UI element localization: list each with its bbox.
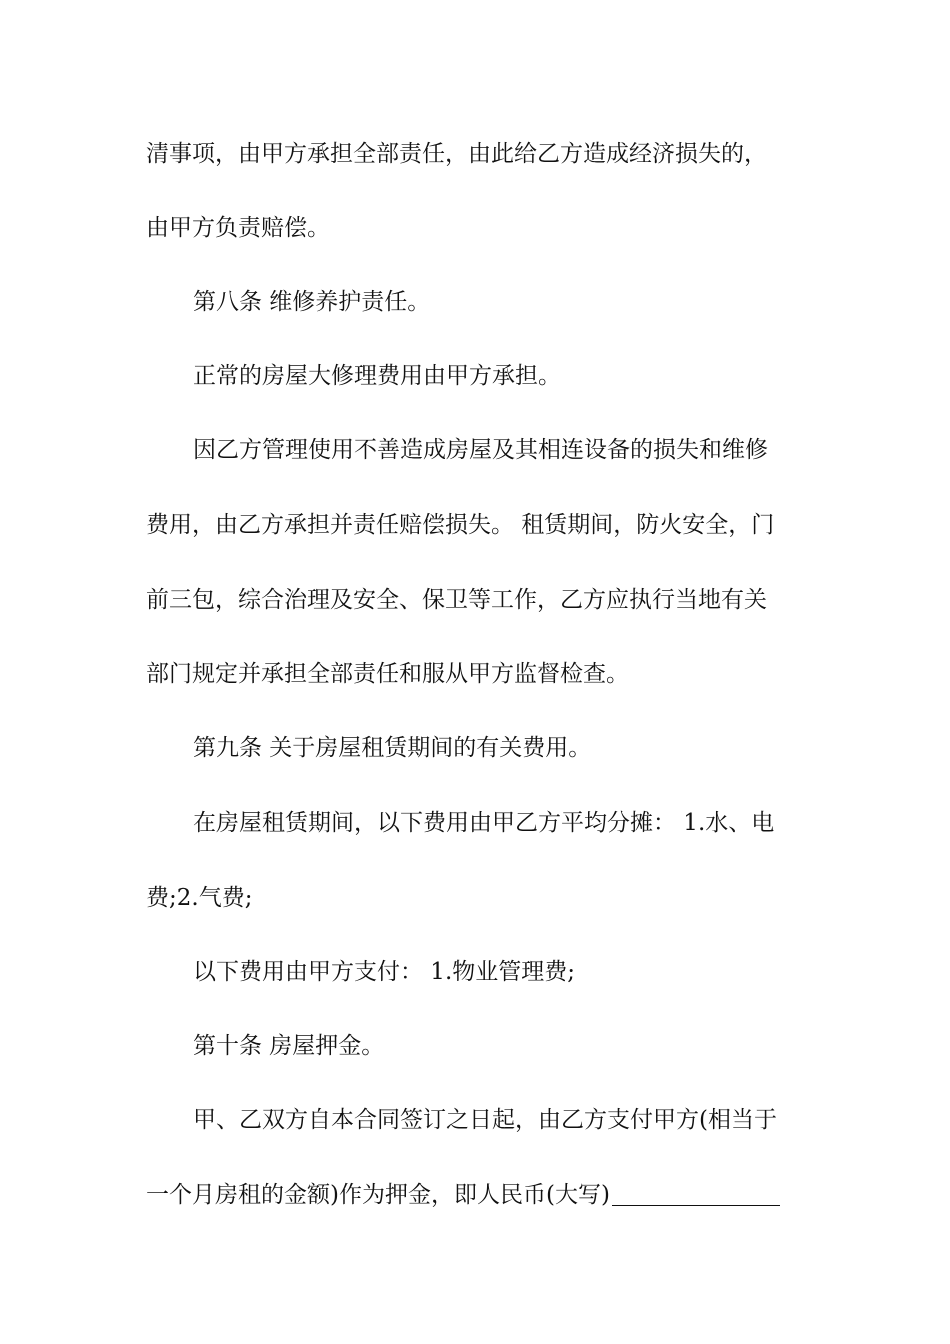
paragraph-line: 部门规定并承担全部责任和服从甲方监督检查。 [146,661,629,687]
paragraph-line: 因乙方管理使用不善造成房屋及其相连设备的损失和维修 [193,437,768,463]
paragraph-line: 正常的房屋大修理费用由甲方承担。 [193,363,561,389]
paragraph-line-with-blank [146,1175,826,1215]
paragraph-line: 以下费用由甲方支付： 1.物业管理费; [193,959,576,985]
paragraph-line: 清事项，由甲方承担全部责任，由此给乙方造成经济损失的， [146,141,767,167]
article-heading: 第九条 关于房屋租赁期间的有关费用。 [193,735,592,761]
paragraph-line: 由甲方负责赔偿。 [146,215,330,241]
paragraph-line: 前三包，综合治理及安全、保卫等工作，乙方应执行当地有关 [146,587,767,613]
fill-in-blank [612,1179,780,1206]
paragraph-line: 费;2.气费; [146,885,253,911]
paragraph-line: 费用，由乙方承担并责任赔偿损失。 租赁期间，防火安全，门 [146,512,775,538]
paragraph-line: 在房屋租赁期间，以下费用由甲乙方平均分摊： 1.水、电 [193,810,775,836]
article-heading: 第八条 维修养护责任。 [193,289,431,315]
paragraph-line: 甲、乙双方自本合同签订之日起，由乙方支付甲方(相当于 [193,1107,777,1133]
article-heading: 第十条 房屋押金。 [193,1033,385,1059]
paragraph-text: 一个月房租的金额)作为押金，即人民币(大写) [146,1182,610,1208]
